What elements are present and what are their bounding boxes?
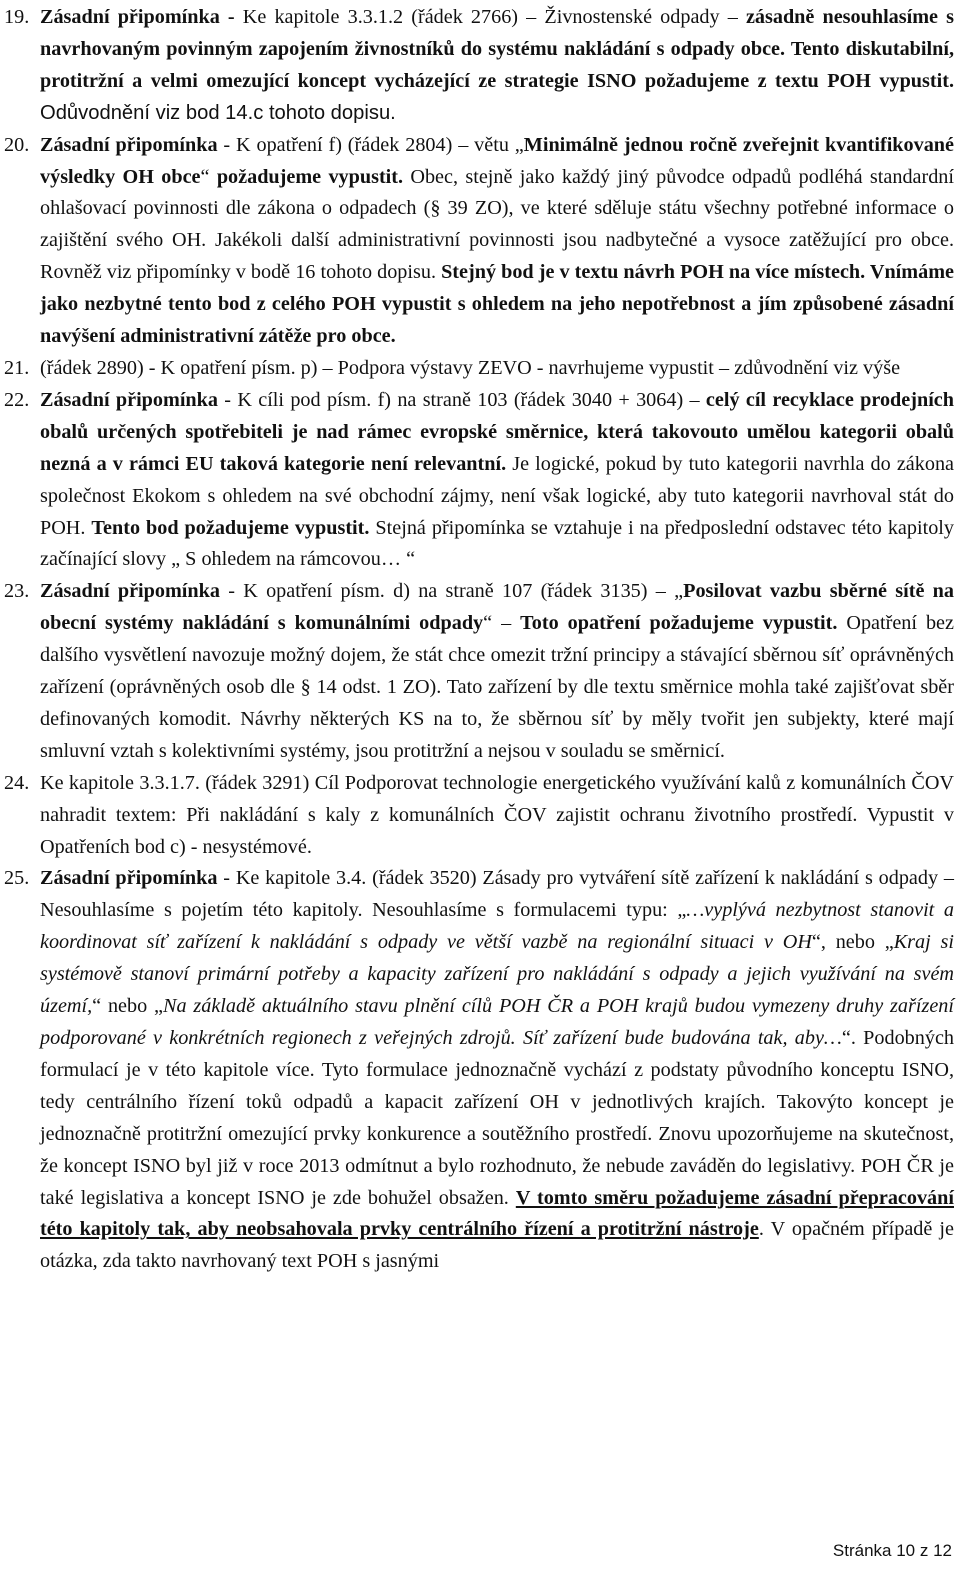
text-run: zásadně nesouhlasíme s navrhovaným povinným zapojením živnostníků do systému nakládání s odpady obce. Tento diskutabilní, protitržní a velmi omezující koncept vycházející ze strategie ISNO požadujeme z textu POH vypustit. (40, 6, 955, 92)
text-run: Toto opatření požadujeme vypustit. (520, 612, 838, 635)
text-run: (řádek 2890) - K opatření písm. p) – Podpora výstavy ZEVO - navrhujeme vypustit – zdůvodnění viz výše (40, 356, 901, 379)
text-run: Stejná připomínka se vztahuje i na předposlední odstavec této kapitoly začínající slovy „ S ohledem na rámcovou… “ (40, 516, 954, 571)
text-run: Ke kapitole 3.3.1.2 (řádek 2766) – Živnostenské odpady – (242, 6, 746, 28)
comment-text (40, 357, 900, 379)
text-run: - Ke kapitole 3.4. (řádek 3520) Zásady pro vytváření sítě zařízení k nakládání s odpady – Nesouhlasíme s pojetím této kapitoly. Nesouhlasíme s formulacemi typu: „ (40, 867, 954, 922)
text-run: “, nebo „ (811, 931, 894, 954)
comment-item (4, 768, 954, 864)
comment-number: 19. (4, 6, 30, 28)
text-run: Ke kapitole 3.3.1.7. (řádek 3291) Cíl Podporovat technologie energetického využívání kalů z komunálních ČOV nahradit textem: Při nakládání s kaly z komunálních ČOV zajistit ochranu životního prostředí. Vypustit v Opatřeních bod c) - nesystémové. (40, 771, 954, 858)
comment-text (40, 134, 954, 347)
text-run: Je logické, pokud by tuto kategorii navrhla do zákona společnost Ekokom s ohledem na své obchodní zájmy, není však logické, aby tuto kategorii navrhoval stát do POH. (40, 452, 954, 539)
text-run: Tento bod požadujeme vypustit. (91, 516, 370, 539)
text-run: požadujeme vypustit. (216, 165, 404, 188)
comment-number: 24. (4, 771, 30, 794)
page-number: Stránka 10 z 12 (832, 1541, 952, 1560)
comment-text (40, 580, 954, 762)
document-body (4, 2, 954, 1278)
comment-number: 23. (4, 580, 30, 603)
text-run: …vyplývá nezbytnost stanovit a koordinovat síť zařízení k nakládání s odpady ve větší vazbě na regionální situaci v OH (40, 899, 954, 954)
comment-text (40, 772, 954, 858)
text-run: celý cíl recyklace prodejních obalů určených spotřebiteli je nad rámec evropské směrnice, která takovouto umělou kategorii obalů nezná a v rámci EU taková kategorie není relevantní. (40, 388, 954, 475)
text-run: - K opatření f) (řádek 2804) – větu „ (217, 133, 524, 156)
comment-item (4, 2, 954, 130)
text-run: Stejný bod je v textu návrh POH na více místech. Vnímáme jako nezbytné tento bod z celého POH vypustit s ohledem na jeho nepotřebnost a jím způsobené zásadní navýšení administrativní zátěže pro obce. (40, 261, 954, 348)
comment-item (4, 130, 954, 353)
comment-text (40, 6, 954, 124)
comment-number: 21. (4, 356, 30, 379)
text-run: - K opatření písm. d) na straně 107 (řádek 3135) – „ (219, 580, 684, 603)
text-run: - K cíli pod písm. f) na straně 103 (řádek 3040 + 3064) – (217, 388, 706, 411)
comment-text (40, 389, 954, 571)
comment-item (4, 385, 954, 576)
text-run: “. Podobných formulací je v této kapitole více. Tyto formulace jednoznačně vychází z podstaty původního konceptu ISNO, tedy centrálního řízení toků odpadů a kapacit zařízení OH v jednotlivých krajích. Takovýto koncept je jednoznačně protitržní omezující prvky konkurence a soutěžního prostředí. Znovu upozorňujeme na skutečnost, že koncept ISNO byl již v roce 2013 odmítnut a bylo rozhodnuto, že nebude zaváděn do legislativy. POH ČR je také legislativa a koncept ISNO je zde bohužel obsažen. (40, 1027, 954, 1209)
text-run: V tomto směru požadujeme zásadní přepracování této kapitoly tak, aby neobsahovala prvky centrálního řízení a protitržní nástroje (40, 1186, 954, 1241)
comment-number: 20. (4, 133, 30, 156)
comment-text (40, 867, 954, 1272)
text-run: “ – (483, 612, 521, 635)
text-run: Kraj si systémově stanoví primární potřeby a kapacity zařízení pro nakládání s odpady a jejich využívání na svém území, (40, 931, 954, 1018)
text-run: Na základě aktuálního stavu plnění cílů POH ČR a POH krajů budou vymezeny druhy zařízení podporované v konkrétních regionech z veřejných zdrojů. Síť zařízení bude budována tak, aby… (40, 995, 954, 1049)
text-run: Zásadní připomínka (40, 580, 220, 603)
text-run: Odůvodnění viz bod 14.c tohoto dopisu. (40, 101, 396, 124)
text-run: Zásadní připomínka (40, 388, 218, 411)
text-run: Zásadní připomínka (40, 867, 218, 890)
comment-number: 25. (4, 867, 30, 890)
text-run: . V opačném případě je otázka, zda takto navrhovaný text POH s jasnými (40, 1218, 954, 1273)
text-run: “ (200, 165, 217, 188)
comment-item (4, 353, 954, 385)
comment-item (4, 576, 954, 767)
comment-number: 22. (4, 388, 30, 411)
text-run: Posilovat vazbu sběrné sítě na obecní systémy nakládání s komunálními odpady (40, 580, 955, 635)
text-run: Opatření bez dalšího vysvětlení navozuje možný dojem, že stát chce omezit tržní principy a stávající sběrnou síť oprávněných zařízení (oprávněných osob dle § 14 odst. 1 ZO). Tato zařízení by dle textu směrnice mohla také zajišťovat sběr definovaných komodit. Návrhy některých KS na to, že sběrnou síť by měly tvořit jen subjekty, které mají smluvní vztah s kolektivními systémy, jsou protitržní a nejsou v souladu se směrnicí. (40, 612, 954, 762)
comment-item (4, 863, 954, 1278)
text-run: “ nebo „ (92, 995, 163, 1018)
text-run: Minimálně jednou ročně zveřejnit kvantifikované výsledky OH obce (40, 133, 954, 188)
text-run: Zásadní připomínka (40, 133, 218, 156)
text-run: Obec, stejně jako každý jiný původce odpadů podléhá standardní ohlašovací povinnosti dle zákona o odpadech (§ 39 ZO), ve které sděluje státu všechny potřebné informace o zajištění svého OH. Jakékoli další administrativní povinnosti jsou nadbytečné a vysoce zatěžující pro obce. Rovněž viz připomínky v bodě 16 tohoto dopisu. (40, 165, 955, 284)
text-run: Zásadní připomínka - (40, 6, 243, 28)
